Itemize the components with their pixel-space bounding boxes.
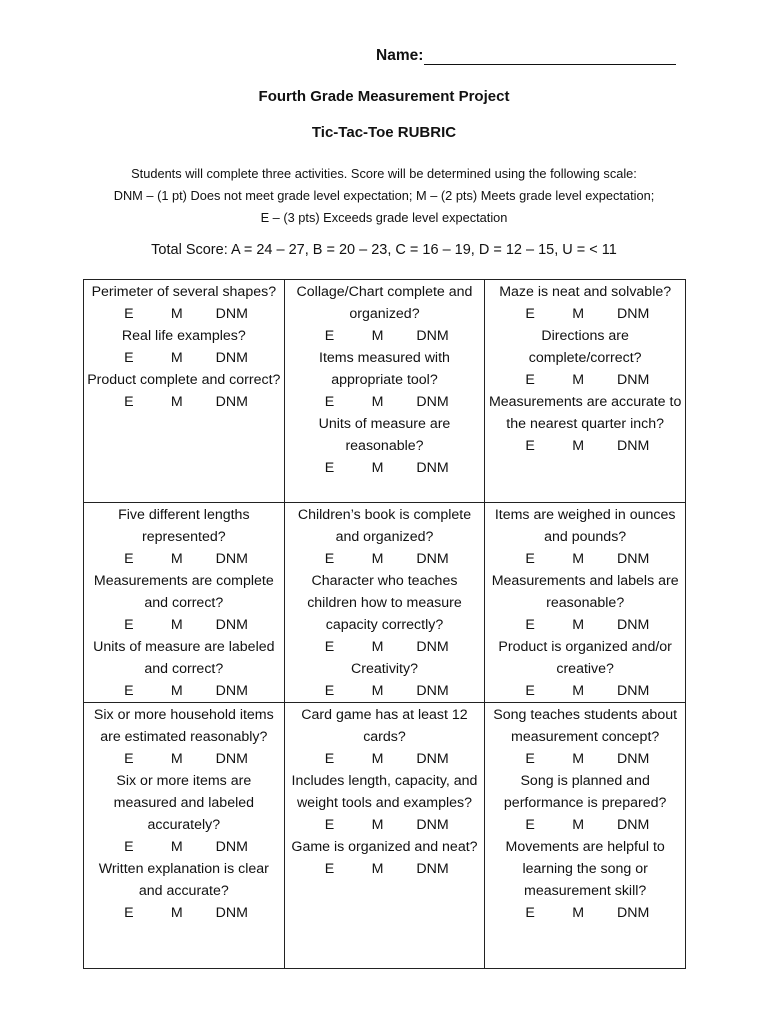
score-options: [288, 548, 482, 570]
criterion-question: Directions are complete/correct?: [528, 328, 642, 366]
score-option-dnm[interactable]: DNM: [617, 551, 650, 567]
score-options: [288, 814, 482, 836]
score-option-dnm[interactable]: DNM: [617, 438, 650, 454]
rubric-title: Tic-Tac-Toe RUBRIC: [311, 124, 457, 141]
score-option-e[interactable]: E: [324, 817, 335, 833]
score-option-dnm[interactable]: DNM: [215, 751, 248, 767]
score-option-m[interactable]: M: [572, 751, 585, 767]
criterion-question: Maze is neat and solvable?: [499, 284, 672, 300]
score-option-m[interactable]: M: [170, 350, 183, 366]
score-option-e[interactable]: E: [525, 438, 535, 454]
score-options: [87, 391, 281, 413]
score-option-dnm[interactable]: DNM: [617, 617, 650, 633]
score-option-dnm[interactable]: DNM: [215, 617, 248, 633]
score-options: [488, 814, 682, 836]
score-option-m[interactable]: M: [170, 306, 183, 322]
rubric-cell: [485, 503, 686, 703]
score-options: [288, 391, 482, 413]
score-option-e[interactable]: E: [124, 394, 134, 410]
criterion-question: Song is planned and performance is prepared?: [503, 773, 667, 811]
score-option-e[interactable]: E: [324, 328, 335, 344]
score-options: [87, 836, 281, 858]
score-options: [488, 902, 682, 924]
score-options: [87, 303, 281, 325]
score-option-m[interactable]: M: [371, 751, 384, 767]
grid-row: [84, 280, 686, 503]
score-options: [87, 548, 281, 570]
score-option-e[interactable]: E: [525, 817, 535, 833]
criterion-question: Measurements are complete and correct?: [93, 573, 274, 611]
score-option-e[interactable]: E: [525, 372, 535, 388]
criterion-question: Product complete and correct?: [87, 372, 281, 388]
score-option-e[interactable]: E: [124, 551, 134, 567]
score-option-dnm[interactable]: DNM: [416, 639, 449, 655]
score-option-dnm[interactable]: DNM: [617, 751, 650, 767]
score-option-dnm[interactable]: DNM: [617, 683, 650, 699]
name-field[interactable]: [376, 47, 676, 65]
criterion-question: Collage/Chart complete and organized?: [296, 284, 473, 322]
score-option-e[interactable]: E: [525, 905, 535, 921]
criterion-question: Card game has at least 12 cards?: [301, 707, 468, 745]
score-options: [488, 303, 682, 325]
score-option-dnm[interactable]: DNM: [617, 817, 650, 833]
score-options: [87, 902, 281, 924]
score-option-dnm[interactable]: DNM: [416, 861, 449, 877]
score-option-m[interactable]: M: [170, 905, 183, 921]
criterion-question: Creativity?: [350, 661, 418, 677]
score-option-dnm[interactable]: DNM: [215, 394, 248, 410]
criterion-question: Song teaches students about measurement concept?: [493, 707, 678, 745]
criterion-question: Items are weighed in ounces and pounds?: [494, 507, 676, 545]
criterion-question: Children’s book is complete and organized?: [297, 507, 472, 545]
score-option-dnm[interactable]: DNM: [416, 394, 449, 410]
score-options: [488, 548, 682, 570]
score-option-e[interactable]: E: [124, 839, 134, 855]
rubric-cell: [84, 503, 285, 703]
score-option-dnm[interactable]: DNM: [215, 551, 248, 567]
score-option-dnm[interactable]: DNM: [416, 683, 449, 699]
score-option-m[interactable]: M: [371, 639, 384, 655]
score-option-dnm[interactable]: DNM: [215, 905, 248, 921]
score-option-dnm[interactable]: DNM: [416, 328, 449, 344]
grid-row: [84, 503, 686, 703]
score-option-e[interactable]: E: [324, 861, 335, 877]
score-options: [488, 369, 682, 391]
score-option-m[interactable]: M: [572, 438, 585, 454]
score-option-m[interactable]: M: [170, 683, 183, 699]
total-score-scale: Total Score: A = 24 – 27, B = 20 – 23, C = 16 – 19, D = 12 – 15, U = < 11: [151, 242, 617, 258]
tic-tac-toe-grid: [83, 279, 686, 969]
score-option-e[interactable]: E: [324, 394, 335, 410]
score-option-m[interactable]: M: [170, 394, 183, 410]
score-option-e[interactable]: E: [124, 905, 134, 921]
score-option-m[interactable]: M: [371, 460, 384, 476]
score-options: [87, 680, 281, 702]
score-options: [288, 325, 482, 347]
instruction-line: Students will complete three activities. Score will be determined using the following scale:: [131, 166, 637, 181]
score-option-m[interactable]: M: [170, 751, 183, 767]
criterion-question: Product is organized and/or creative?: [498, 639, 672, 677]
score-option-e[interactable]: E: [324, 551, 335, 567]
score-option-dnm[interactable]: DNM: [617, 372, 650, 388]
score-options: [288, 636, 482, 658]
score-options: [87, 347, 281, 369]
score-option-dnm[interactable]: DNM: [215, 683, 248, 699]
score-options: [488, 435, 682, 457]
score-option-dnm[interactable]: DNM: [416, 817, 449, 833]
criterion-question: Movements are helpful to learning the song or measurement skill?: [505, 839, 665, 899]
score-option-m[interactable]: M: [572, 306, 585, 322]
score-option-dnm[interactable]: DNM: [215, 350, 248, 366]
instruction-line: DNM – (1 pt) Does not meet grade level expectation; M – (2 pts) Meets grade level expectation;: [113, 188, 655, 203]
score-options: [488, 680, 682, 702]
score-option-m[interactable]: M: [572, 551, 585, 567]
score-option-dnm[interactable]: DNM: [416, 551, 449, 567]
criterion-question: Game is organized and neat?: [291, 839, 478, 855]
criterion-question: Measurements and labels are reasonable?: [491, 573, 679, 611]
score-option-e[interactable]: E: [124, 751, 134, 767]
rubric-cell: [84, 280, 285, 503]
score-option-e[interactable]: E: [525, 617, 535, 633]
score-option-dnm[interactable]: DNM: [215, 839, 248, 855]
scoring-instructions: [0, 163, 768, 229]
score-option-e[interactable]: E: [324, 639, 335, 655]
rubric-cell: [284, 280, 485, 503]
score-option-m[interactable]: M: [572, 817, 585, 833]
score-option-e[interactable]: E: [324, 751, 335, 767]
score-options: [488, 614, 682, 636]
criterion-question: Six or more household items are estimated reasonably?: [93, 707, 274, 745]
rubric-cell: [485, 703, 686, 969]
criterion-question: Character who teaches children how to measure capacity correctly?: [307, 573, 462, 633]
score-options: [87, 748, 281, 770]
score-option-e[interactable]: E: [124, 683, 134, 699]
criterion-question: Measurements are accurate to the nearest quarter inch?: [488, 394, 682, 432]
score-option-e[interactable]: E: [525, 751, 535, 767]
score-options: [288, 457, 482, 479]
score-option-m[interactable]: M: [170, 617, 183, 633]
score-option-e[interactable]: E: [525, 683, 535, 699]
score-options: [288, 858, 482, 880]
score-option-m[interactable]: M: [572, 617, 585, 633]
score-options: [87, 614, 281, 636]
name-blank-line[interactable]: [424, 47, 676, 65]
criterion-question: Five different lengths represented?: [118, 507, 250, 545]
score-option-dnm[interactable]: DNM: [416, 460, 449, 476]
name-label: Name:: [376, 47, 424, 64]
rubric-cell: [284, 703, 485, 969]
criterion-question: Written explanation is clear and accurate?: [98, 861, 269, 899]
score-option-m[interactable]: M: [572, 683, 585, 699]
score-option-dnm[interactable]: DNM: [617, 905, 650, 921]
criterion-question: Real life examples?: [121, 328, 246, 344]
score-option-e[interactable]: E: [124, 306, 134, 322]
score-option-m[interactable]: M: [371, 683, 384, 699]
rubric-cell: [84, 703, 285, 969]
score-option-dnm[interactable]: DNM: [416, 751, 449, 767]
score-options: [488, 748, 682, 770]
score-option-dnm[interactable]: DNM: [215, 306, 248, 322]
score-option-m[interactable]: M: [371, 861, 384, 877]
score-option-dnm[interactable]: DNM: [617, 306, 650, 322]
score-option-e[interactable]: E: [525, 306, 535, 322]
instruction-line: E – (3 pts) Exceeds grade level expectation: [260, 210, 508, 225]
score-option-m[interactable]: M: [371, 817, 384, 833]
project-title: Fourth Grade Measurement Project: [258, 88, 510, 105]
criterion-question: Six or more items are measured and labeled accurately?: [113, 773, 255, 833]
criterion-question: Includes length, capacity, and weight tools and examples?: [291, 773, 478, 811]
criterion-question: Perimeter of several shapes?: [91, 284, 277, 300]
score-options: [288, 680, 482, 702]
rubric-cell: [284, 503, 485, 703]
score-option-e[interactable]: E: [324, 460, 335, 476]
score-options: [288, 748, 482, 770]
score-option-m[interactable]: M: [170, 839, 183, 855]
score-option-e[interactable]: E: [124, 350, 134, 366]
score-option-e[interactable]: E: [124, 617, 134, 633]
score-option-e[interactable]: E: [525, 551, 535, 567]
score-option-e[interactable]: E: [324, 683, 335, 699]
criterion-question: Units of measure are reasonable?: [318, 416, 451, 454]
score-option-m[interactable]: M: [371, 328, 384, 344]
score-option-m[interactable]: M: [572, 372, 585, 388]
criterion-question: Units of measure are labeled and correct?: [93, 639, 275, 677]
rubric-cell: [485, 280, 686, 503]
score-option-m[interactable]: M: [371, 394, 384, 410]
score-option-m[interactable]: M: [170, 551, 183, 567]
criterion-question: Items measured with appropriate tool?: [319, 350, 450, 388]
grid-row: [84, 703, 686, 969]
score-option-m[interactable]: M: [371, 551, 384, 567]
score-option-m[interactable]: M: [572, 905, 585, 921]
